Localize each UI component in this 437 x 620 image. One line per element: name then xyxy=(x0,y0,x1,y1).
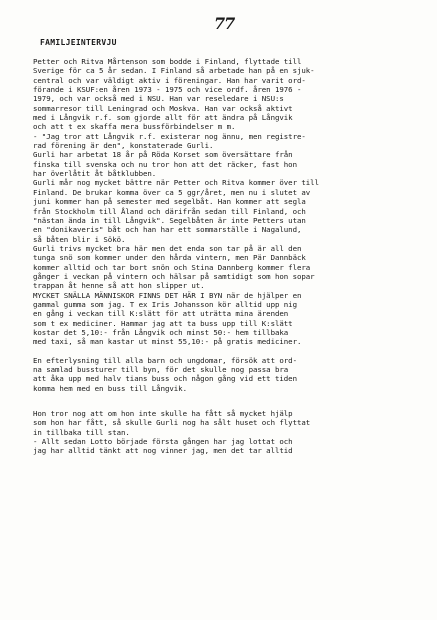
text-line: finska till svenska och nu tror hon att det räcker, fast hon xyxy=(33,159,297,169)
text-line: en "donikaveris" båt och han har ett sommarställe i Nagalund, xyxy=(33,225,302,235)
text-line: juni kommer han på semester med segelbåt. Han kommer att segla xyxy=(33,197,306,207)
text-line: har överlåtit åt båtklubben. xyxy=(33,169,157,179)
text-line: så båten blir i Sökö. xyxy=(33,234,126,244)
text-line: rad förening är den", konstaterade Gurli. xyxy=(33,141,214,151)
text-line: MYCKET SNÄLLA MÄNNISKOR FINNS DET HÄR I BYN när de hjälper en xyxy=(33,290,302,300)
text-line: Gurli mår nog mycket bättre när Petter och Ritva kommer över till xyxy=(33,178,319,188)
text-line: gånger i veckan på vintern och hälsar på samtidigt som hon sopar xyxy=(33,271,315,281)
paragraph-2 xyxy=(33,356,423,393)
text-line: med i Långvik r.f. som gjorde allt för att ändra på Långvik xyxy=(33,113,293,123)
page-number: 77 xyxy=(214,14,235,33)
text-line: gammal gumma som jag. T ex Iris Johansson kör alltid upp nig xyxy=(33,299,297,309)
text-line: na samlad bussturer till byn, för det skulle nog passa bra xyxy=(33,365,289,374)
text-line: trappan åt henne så att hon slipper ut. xyxy=(33,281,205,291)
text-line: tunga snö som kommer under den hårda vintern, men Pär Dannbäck xyxy=(33,253,306,263)
text-line: komma hem med en buss till Långvik. xyxy=(33,383,187,393)
article-body xyxy=(33,57,423,456)
text-line: Gurli har arbetat 18 år på Röda Korset som översättare från xyxy=(33,150,293,160)
paragraph-1 xyxy=(33,57,423,347)
text-line: jag har alltid tänkt att nog vinner jag, men det tar alltid xyxy=(33,446,293,456)
article-heading: FAMILJEINTERVJU xyxy=(40,38,117,47)
text-line: - "Jag tror att Långvik r.f. existerar nog ännu, men registre- xyxy=(33,131,306,141)
text-line: sommarresor till Leningrad och Moskva. Han var också aktivt xyxy=(33,103,293,113)
text-line: Finland. De brukar komma över ca 5 ggr/året, men nu i slutet av xyxy=(33,187,311,197)
text-line: Hon tror nog att om hon inte skulle ha fått så mycket hjälp xyxy=(33,409,293,419)
text-line: kommer alltid och tar bort snön och Stina Dannberg kommer flera xyxy=(33,262,311,272)
text-line: kostar det 5,10:- från Långvik och minst 50:- hem tillbaka xyxy=(33,327,289,337)
text-line: med taxi, så man kastar ut minst 55,10:- på gratis mediciner. xyxy=(33,337,302,347)
text-line: Petter och Ritva Mårtenson som bodde i Finland, flyttade till xyxy=(33,57,302,66)
text-line: Gurli trivs mycket bra här men det enda son tar på är all den xyxy=(33,243,302,253)
text-line: En efterlysning till alla barn och ungdomar, försök att ord- xyxy=(33,355,297,365)
text-line: som t ex mediciner. Hammar jag att ta buss upp till K:slätt xyxy=(33,318,293,328)
text-line: Sverige för ca 5 år sedan. I Finland så arbetade han på en sjuk- xyxy=(33,66,315,76)
text-line: 1979, och var också med i NSU. Han var reseledare i NSU:s xyxy=(33,94,284,104)
text-line: en gång i veckan till K:slätt för att uträtta mina ärenden xyxy=(33,309,289,319)
text-line: och att t ex skaffa mera bussförbindelser m m. xyxy=(33,122,236,132)
text-line: från Stockholm till Åland och därifrån sedan till Finland, och xyxy=(33,206,306,216)
text-line: - Allt sedan Lotto började första gången har jag lottat och xyxy=(33,437,293,447)
text-line: central och var väldigt aktiv i föreningar. Han har varit ord- xyxy=(33,75,306,85)
text-line: "nästan ända in till Långvik". Segelbåten är inte Petters utan xyxy=(33,215,306,225)
text-line: att åka upp med halv tians buss och någon gång vid ett tiden xyxy=(33,374,297,384)
text-line: förande i KSUF:en åren 1973 - 1975 och vice ordf. åren 1976 - xyxy=(33,85,302,95)
text-line: som hon har fått, så skulle Gurli nog ha sålt huset och flyttat xyxy=(33,418,311,428)
paragraph-3 xyxy=(33,409,423,456)
text-line: in tillbaka till stan. xyxy=(33,427,130,437)
